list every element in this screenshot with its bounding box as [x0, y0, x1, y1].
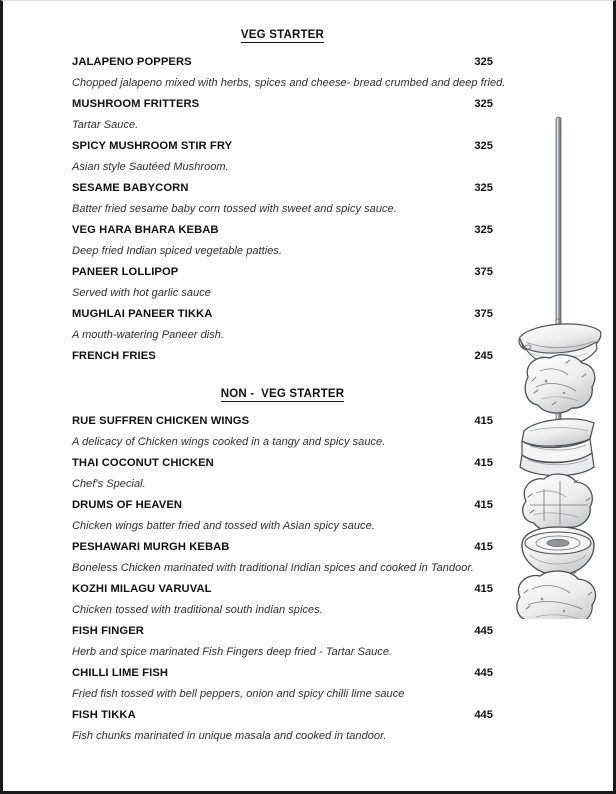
menu-item-row [72, 304, 493, 325]
menu-item-price: 445 [474, 709, 493, 721]
menu-item-name: KOZHI MILAGU VARUVAL [72, 583, 212, 595]
skewer-food-piece-3 [520, 419, 594, 476]
menu-item-name: MUSHROOM FRITTERS [72, 98, 200, 110]
menu-item-price: 445 [474, 625, 493, 637]
menu-item-description: Served with hot garlic sauce [72, 287, 211, 299]
skewer-food-piece-2 [525, 355, 595, 413]
skewer-kebab-illustration [506, 109, 614, 619]
section-heading-label: VEG STARTER [240, 29, 325, 41]
menu-item-description: Chicken tossed with traditional south indian spices. [72, 604, 323, 616]
menu-item-name: CHILLI LIME FISH [72, 667, 169, 679]
menu-item-price: 415 [474, 457, 493, 469]
menu-item-row [72, 537, 493, 558]
menu-item-description: A mouth-watering Paneer dish. [72, 329, 225, 341]
menu-item-row [72, 579, 493, 600]
section-heading-veg-starter [72, 29, 493, 41]
menu-section-non-veg-starter [72, 388, 493, 747]
menu-item-name: PANEER LOLLIPOP [72, 266, 179, 278]
menu-item-description: Chef's Special. [72, 478, 146, 490]
menu-item-row [72, 411, 493, 432]
menu-item-row [72, 495, 493, 516]
menu-item-description: Tartar Sauce. [72, 119, 139, 131]
menu-item-price: 415 [474, 415, 493, 427]
menu-item-name: PESHAWARI MURGH KEBAB [72, 541, 230, 553]
menu-item-row [72, 663, 493, 684]
section-heading-non-veg-starter [72, 388, 493, 400]
menu-item-name: RUE SUFFREN CHICKEN WINGS [72, 415, 250, 427]
menu-item-name: FISH FINGER [72, 625, 144, 637]
menu-item-row [72, 94, 493, 115]
menu-item-description: Fried fish tossed with bell peppers, onion and spicy chilli lime sauce [72, 688, 405, 700]
menu-item-name: VEG HARA BHARA KEBAB [72, 224, 219, 236]
menu-item-price: 415 [474, 583, 493, 595]
menu-item-price: 415 [474, 541, 493, 553]
menu-item-row [72, 52, 493, 73]
skewer-food-piece-4 [523, 474, 593, 531]
menu-item-row [72, 178, 493, 199]
menu-item-name: FRENCH FRIES [72, 350, 156, 362]
menu-item-price: 445 [474, 667, 493, 679]
menu-item-description: Boneless Chicken marinated with traditional Indian spices and cooked in Tandoor. [72, 562, 474, 574]
menu-item-row [72, 262, 493, 283]
skewer-food-piece-5 [522, 527, 594, 575]
menu-item-description: Deep fried Indian spiced vegetable patties. [72, 245, 283, 257]
menu-item-description: Chicken wings batter fried and tossed with Asian spicy sauce. [72, 520, 375, 532]
menu-item-price: 325 [474, 140, 493, 152]
menu-item-price: 325 [474, 182, 493, 194]
menu-item-row [72, 346, 493, 367]
menu-item-name: JALAPENO POPPERS [72, 56, 192, 68]
menu-item-name: FISH TIKKA [72, 709, 136, 721]
menu-item-row [72, 136, 493, 157]
menu-item-name: MUGHLAI PANEER TIKKA [72, 308, 213, 320]
menu-item-name: SPICY MUSHROOM STIR FRY [72, 140, 233, 152]
menu-section-veg-starter [72, 29, 506, 367]
menu-item-description: Fish chunks marinated in unique masala and cooked in tandoor. [72, 730, 387, 742]
menu-item-price: 245 [474, 350, 493, 362]
menu-item-description: Batter fried sesame baby corn tossed with sweet and spicy sauce. [72, 203, 397, 215]
menu-item-price: 325 [474, 224, 493, 236]
menu-item-row [72, 220, 493, 241]
menu-item-price: 375 [474, 266, 493, 278]
menu-content-column [72, 29, 506, 747]
menu-item-price: 325 [474, 98, 493, 110]
menu-item-row [72, 621, 493, 642]
menu-item-description: A delicacy of Chicken wings cooked in a tangy and spicy sauce. [72, 436, 386, 448]
menu-item-row [72, 705, 493, 726]
skewer-food-piece-6 [517, 571, 596, 619]
menu-item-description: Herb and spice marinated Fish Fingers deep fried - Tartar Sauce. [72, 646, 393, 658]
menu-item-description: Chopped jalapeno mixed with herbs, spices and cheese- bread crumbed and deep fried. [72, 77, 506, 89]
menu-item-price: 325 [474, 56, 493, 68]
menu-item-name: SESAME BABYCORN [72, 182, 189, 194]
menu-item-row [72, 453, 493, 474]
menu-item-price: 415 [474, 499, 493, 511]
section-heading-label: NON - VEG STARTER [220, 388, 345, 400]
menu-item-description: Asian style Sautéed Mushroom. [72, 161, 229, 173]
menu-item-price: 375 [474, 308, 493, 320]
menu-item-name: DRUMS OF HEAVEN [72, 499, 183, 511]
menu-item-name: THAI COCONUT CHICKEN [72, 457, 214, 469]
